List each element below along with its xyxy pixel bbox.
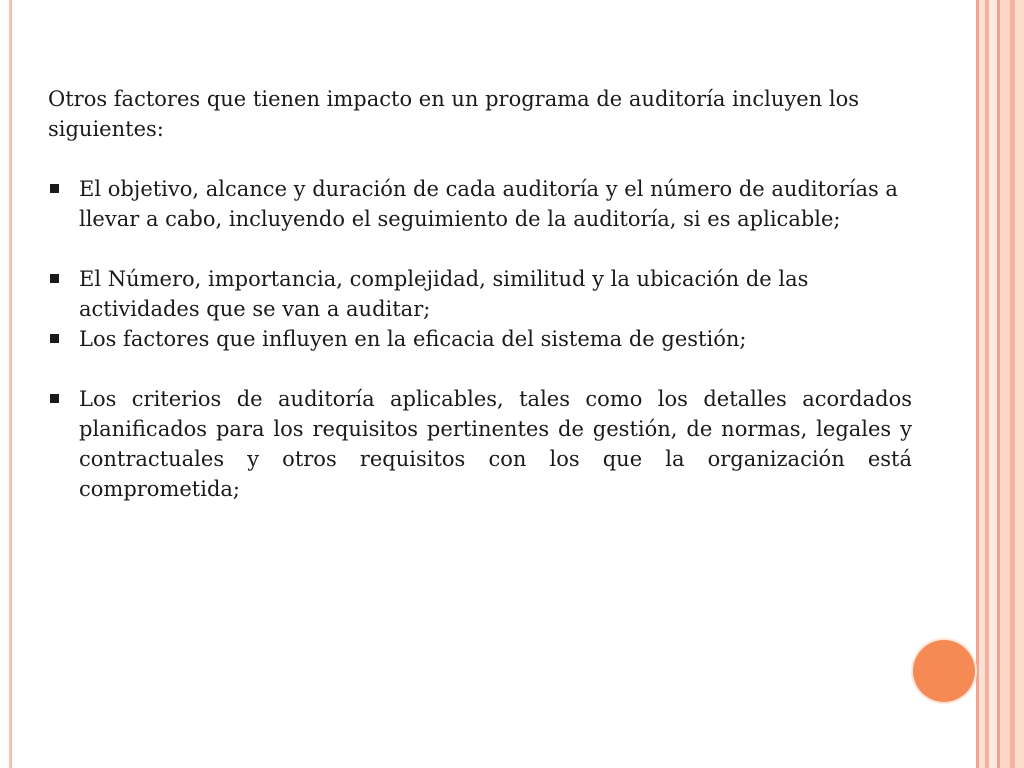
list-item-text: El objetivo, alcance y duración de cada auditoría y el número de auditorías a llevar a cabo, incluyendo el seguimiento de la auditoría, si es aplicable; [79,177,898,231]
stripe [1000,0,1010,768]
left-frame-line [0,0,12,768]
square-bullet-icon [50,394,59,403]
list-item [48,264,912,324]
list-item [48,324,912,354]
right-decorative-stripes [976,0,1024,768]
stripe [989,0,997,768]
accent-circle-decoration [913,640,975,702]
bullet-list [48,174,912,504]
square-bullet-icon [50,334,59,343]
intro-paragraph: Otros factores que tienen impacto en un programa de auditoría incluyen los siguientes: [48,87,860,141]
slide-content [48,84,912,504]
list-item [48,174,912,234]
stripe [1015,0,1024,768]
list-item-text: El Número, importancia, complejidad, similitud y la ubicación de las actividades que se van a auditar; [79,267,809,321]
list-item-text: Los criterios de auditoría aplicables, tales como los detalles acordados planificados para los requisitos pertinentes de gestión, de normas, legales y contractuales y otros requisitos con los que la organización está comprometida; [79,387,912,501]
left-frame-accent [9,0,11,768]
square-bullet-icon [50,184,59,193]
square-bullet-icon [50,274,59,283]
list-item [48,384,912,504]
list-item-text: Los factores que influyen en la eficacia del sistema de gestión; [79,327,747,351]
